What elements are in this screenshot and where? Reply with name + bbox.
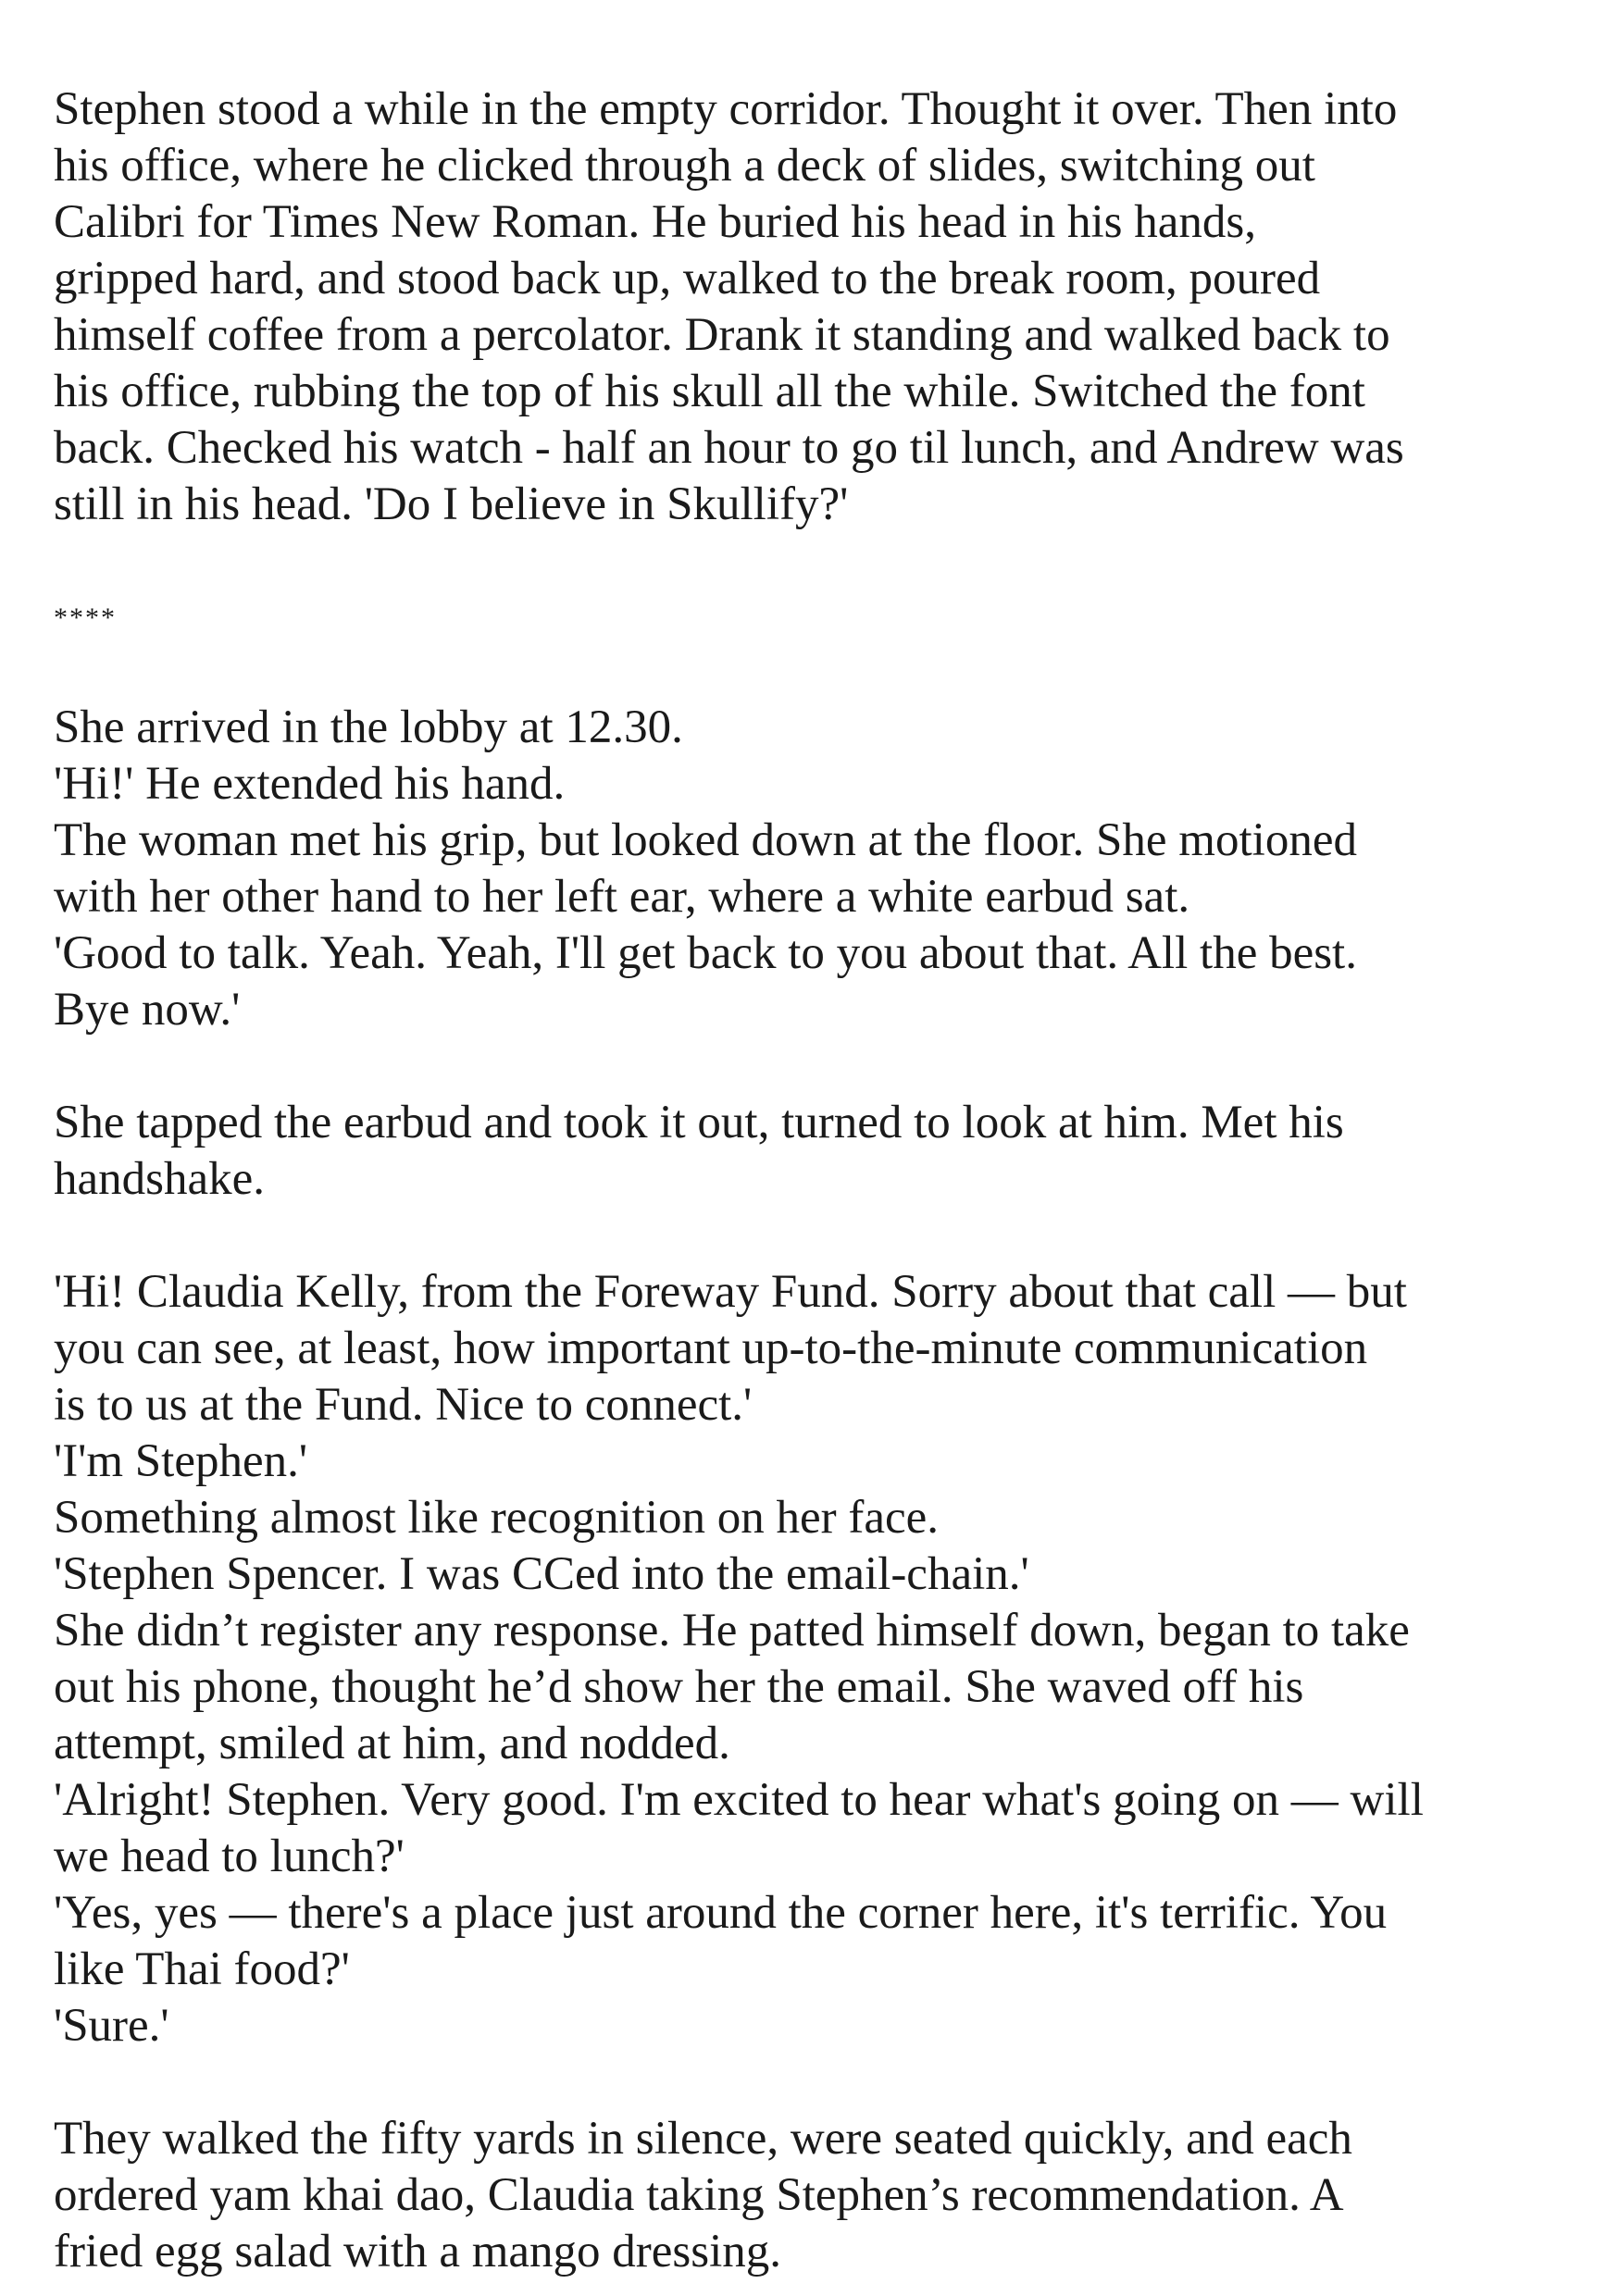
text-line: They walked the fifty yards in silence, were seated quickly, and each — [54, 2113, 1352, 2165]
text-line: 'Good to talk. Yeah. Yeah, I'll get back to you about that. All the best. — [54, 927, 1357, 979]
text-line: himself coffee from a percolator. Drank it standing and walked back to — [54, 309, 1390, 361]
text-line: She didn’t register any response. He patted himself down, began to take — [54, 1605, 1410, 1657]
text-line: back. Checked his watch - half an hour to go til lunch, and Andrew was — [54, 422, 1404, 474]
text-line: his office, where he clicked through a deck of slides, switching out — [54, 140, 1315, 192]
text-line: still in his head. 'Do I believe in Skullify?' — [54, 478, 849, 530]
text-line: attempt, smiled at him, and nodded. — [54, 1718, 730, 1769]
blank-line — [54, 1208, 1590, 1264]
blank-line — [54, 533, 1590, 590]
text-line: like Thai food?' — [54, 1943, 350, 1995]
text-line: Bye now.' — [54, 984, 241, 1036]
text-line: his office, rubbing the top of his skull all the while. Switched the font — [54, 366, 1365, 417]
text-line: 'Stephen Spencer. I was CCed into the email-chain.' — [54, 1548, 1029, 1600]
text-line: Calibri for Times New Roman. He buried his head in his hands, — [54, 196, 1256, 248]
document-page — [54, 81, 1590, 2280]
text-line: you can see, at least, how important up-to-the-minute communication — [54, 1322, 1368, 1374]
text-line: Something almost like recognition on her face. — [54, 1492, 940, 1544]
text-line: fried egg salad with a mango dressing. — [54, 2226, 782, 2277]
text-line: 'Yes, yes — there's a place just around the corner here, it's terrific. You — [54, 1887, 1388, 1939]
paragraph-introduction — [54, 1264, 1590, 2054]
text-line: is to us at the Fund. Nice to connect.' — [54, 1379, 753, 1431]
paragraph-corridor — [54, 81, 1590, 533]
text-line: 'Sure.' — [54, 2000, 169, 2052]
blank-line — [54, 2054, 1590, 2111]
blank-line — [54, 646, 1590, 700]
text-line: 'Alright! Stephen. Very good. I'm excited to hear what's going on — will — [54, 1774, 1424, 1826]
paragraph-lobby — [54, 700, 1590, 1038]
scene-separator: **** — [54, 602, 117, 633]
text-line: ordered yam khai dao, Claudia taking Stephen’s recommendation. A — [54, 2169, 1344, 2221]
text-line: 'Hi! Claudia Kelly, from the Foreway Fund. Sorry about that call — but — [54, 1266, 1407, 1318]
text-line: gripped hard, and stood back up, walked to the break room, poured — [54, 253, 1321, 304]
text-line: The woman met his grip, but looked down at the floor. She motioned — [54, 814, 1357, 866]
text-line: out his phone, thought he’d show her the email. She waved off his — [54, 1661, 1304, 1713]
text-line: She arrived in the lobby at 12.30. — [54, 701, 683, 753]
text-line: we head to lunch?' — [54, 1831, 405, 1882]
paragraph-earbud — [54, 1095, 1590, 1208]
text-line: with her other hand to her left ear, where a white earbud sat. — [54, 871, 1190, 923]
text-line: Stephen stood a while in the empty corridor. Thought it over. Then into — [54, 83, 1398, 135]
text-line: She tapped the earbud and took it out, turned to look at him. Met his — [54, 1097, 1344, 1148]
blank-line — [54, 1038, 1590, 1095]
paragraph-lunch — [54, 2111, 1590, 2280]
text-line: handshake. — [54, 1153, 266, 1205]
text-line: 'I'm Stephen.' — [54, 1435, 308, 1487]
text-line: 'Hi!' He extended his hand. — [54, 758, 566, 810]
